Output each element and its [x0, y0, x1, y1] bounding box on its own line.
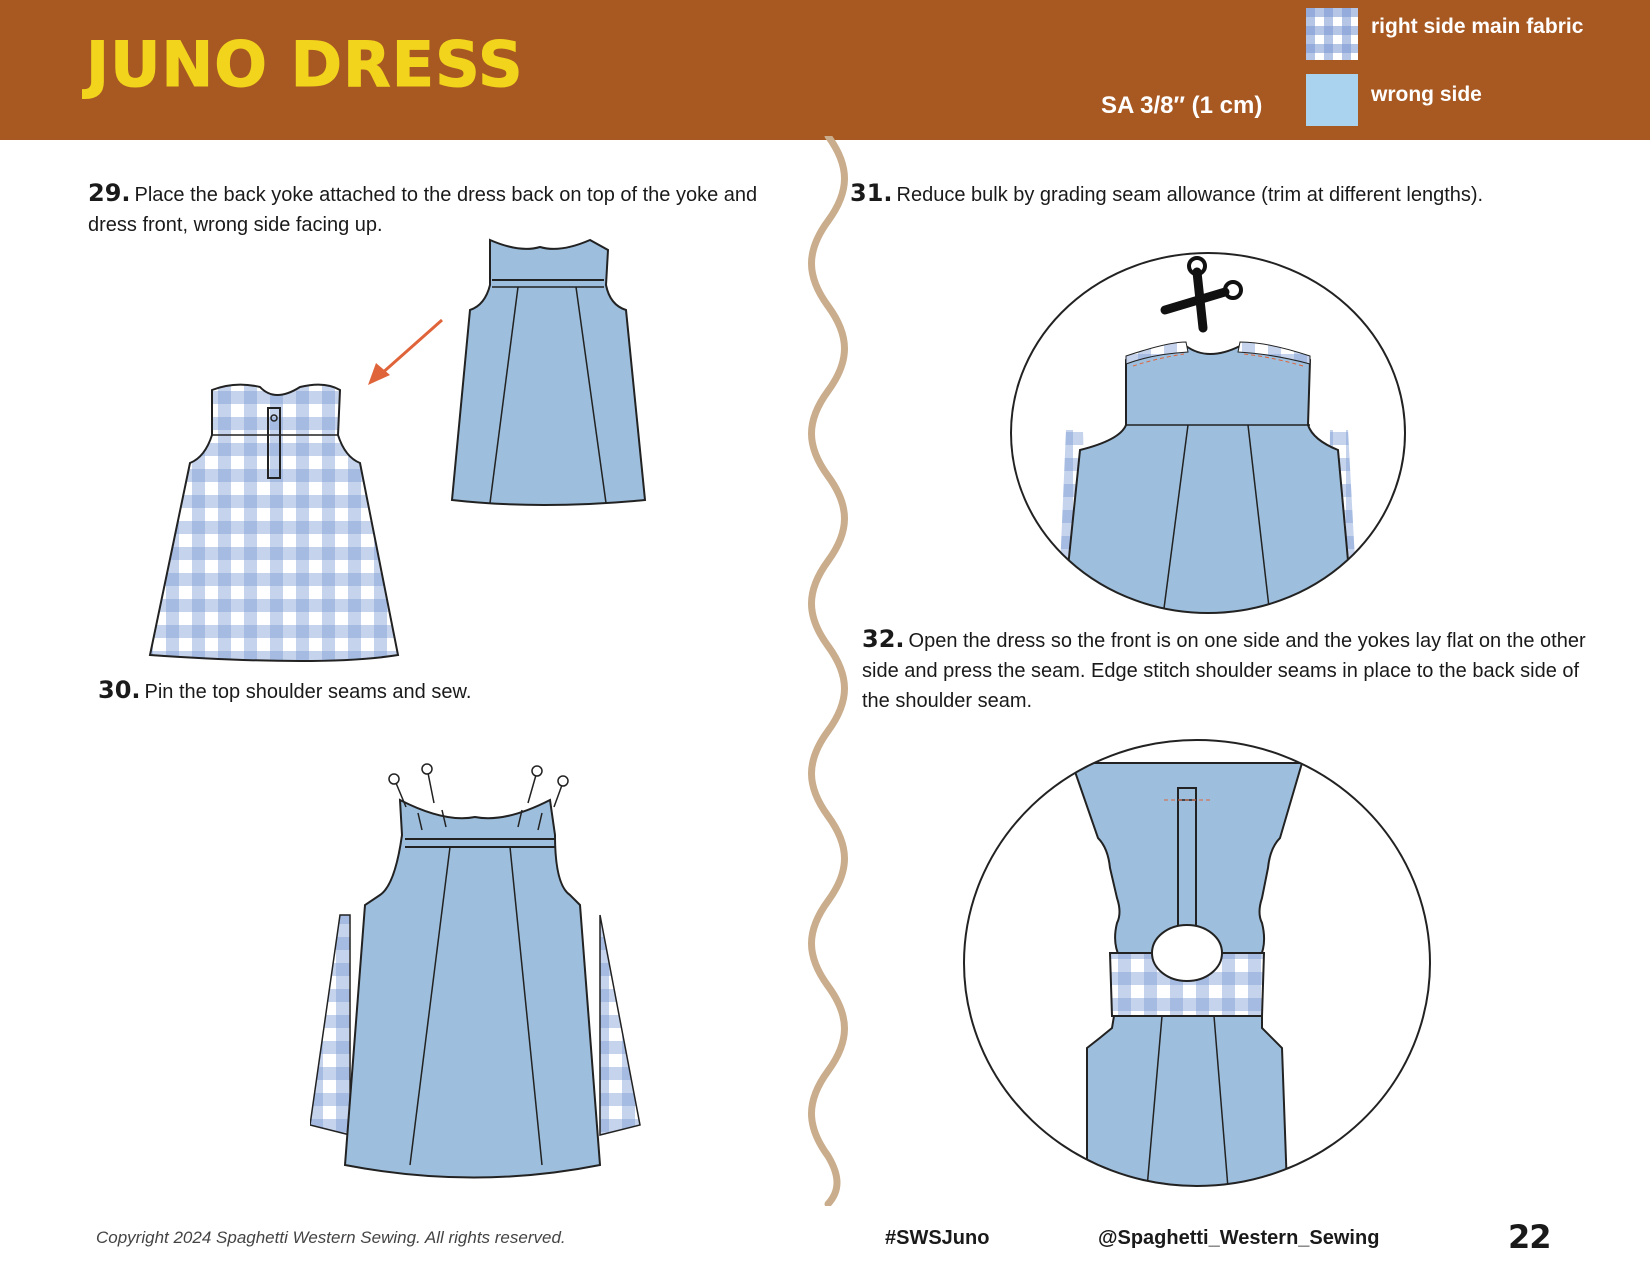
step-30-number: 30. — [98, 676, 141, 704]
step-31 — [850, 178, 1590, 210]
step-31-illustration — [1008, 250, 1408, 616]
step-29-text: Place the back yoke attached to the dress back on top of the yoke and dress front, wrong side facing up. — [88, 184, 758, 236]
step-30-text: Pin the top shoulder seams and sew. — [144, 681, 472, 703]
back-dress-wrong-side — [452, 240, 645, 505]
legend-wrong-side-label: wrong side — [1371, 83, 1482, 106]
front-dress-gingham — [150, 385, 398, 661]
scissors-icon — [1165, 258, 1241, 328]
step-30-illustration — [310, 755, 650, 1185]
step-32 — [862, 624, 1592, 716]
legend-swatch-wrong-side — [1306, 74, 1358, 126]
wavy-divider — [806, 136, 850, 1206]
pattern-title: JUNO DRESS — [86, 28, 524, 101]
pin-icons — [389, 764, 568, 807]
step-32-number: 32. — [862, 625, 905, 653]
seam-allowance-label: SA 3/8″ (1 cm) — [1101, 92, 1263, 119]
step-29-illustration — [140, 235, 660, 665]
hashtag-text: #SWSJuno — [885, 1227, 990, 1249]
legend-swatch-main-fabric — [1306, 8, 1358, 60]
step-31-text: Reduce bulk by grading seam allowance (trim at different lengths). — [896, 184, 1484, 206]
step-30 — [98, 675, 698, 707]
step-31-number: 31. — [850, 179, 893, 207]
social-handle: @Spaghetti_Western_Sewing — [1098, 1227, 1380, 1249]
step-29 — [88, 178, 788, 240]
copyright-text: Copyright 2024 Spaghetti Western Sewing. All rights reserved. — [96, 1228, 566, 1247]
placement-arrow — [368, 320, 442, 385]
step-32-illustration — [962, 738, 1432, 1188]
header-bar — [0, 0, 1650, 140]
legend-main-fabric-label: right side main fabric — [1371, 15, 1584, 38]
page-number: 22 — [1508, 1218, 1551, 1256]
step-32-text: Open the dress so the front is on one side and the yokes lay flat on the other side and press the seam. Edge stitch shoulder seams in place to the back side of the shoulder seam. — [862, 630, 1586, 712]
step-29-number: 29. — [88, 179, 131, 207]
